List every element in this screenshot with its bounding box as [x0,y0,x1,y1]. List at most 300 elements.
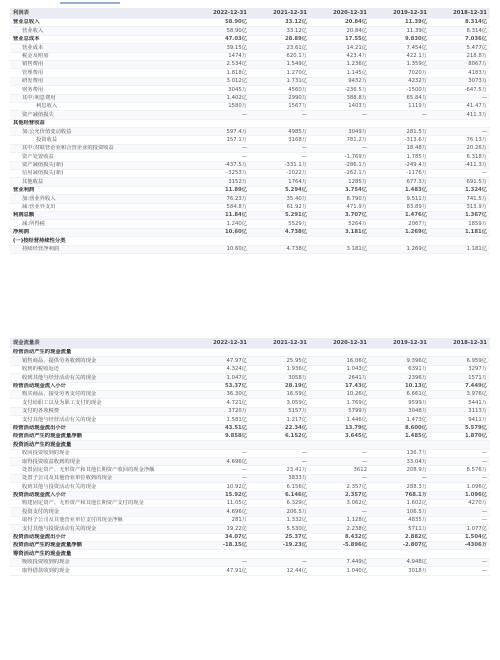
row-value: — [250,458,310,466]
row-value: -3253万 [190,170,250,178]
row-value: 768.1万 [370,491,430,499]
table-row [10,86,490,94]
row-value [310,441,370,449]
row-value: — [310,111,370,119]
row-value: 9.396亿 [370,357,430,365]
row-value: 39.15亿 [190,44,250,52]
row-value: 1119万 [370,102,430,110]
column-header-date: 2022-12-31 [190,8,250,19]
row-label: 销售费用 [10,60,190,68]
row-value: 1580万 [190,102,250,110]
row-value: -1176万 [370,170,430,178]
row-value: 1474万 [190,52,250,60]
row-value: 6391万 [370,365,430,373]
table-row [10,60,490,68]
row-label: 营业总成本 [10,35,190,43]
row-label: 加:公允价值变动收益 [10,128,190,136]
row-value: 3152万 [190,178,250,186]
row-value: -313.6万 [370,136,430,144]
row-value: 25.37亿 [250,533,310,541]
row-value [310,119,370,127]
row-value: 3833万 [250,474,310,482]
row-value: -249.4万 [370,161,430,169]
row-label: 取得投资收益收到的现金 [10,458,190,466]
row-value: — [430,449,490,457]
row-value: 12.44亿 [250,567,310,575]
row-value: 6.318万 [430,153,490,161]
row-value: 10.60亿 [190,228,250,236]
row-value: 4.324亿 [190,365,250,373]
row-value: — [190,558,250,566]
row-value: -262.1万 [310,170,370,178]
row-value: 76.23万 [190,195,250,203]
row-value: 5264万 [310,220,370,228]
row-value: 584.8万 [190,203,250,211]
row-value: 4.948亿 [370,558,430,566]
row-value [190,550,250,558]
row-value: 1.270亿 [250,69,310,77]
row-value: 1.040亿 [310,567,370,575]
row-value: 11.84亿 [190,211,250,219]
table-row [10,102,490,110]
row-value: 1.324亿 [430,186,490,194]
row-value: 218.8万 [430,52,490,60]
income-body [10,19,490,254]
row-value: 1.332亿 [250,516,310,524]
row-value: 11.39亿 [370,19,430,27]
row-value: 10.92亿 [190,483,250,491]
row-value: 4560万 [250,86,310,94]
income-header-row [10,8,490,19]
row-value: 288.3万 [370,483,430,491]
row-value [370,119,430,127]
row-value: 3.059亿 [250,399,310,407]
row-label: 资产处置收益 [10,153,190,161]
column-header-date: 2019-12-31 [370,338,430,349]
row-label: 取得子公司及其他营业单位支付的现金净额 [10,516,190,524]
row-value: 741.5万 [430,195,490,203]
row-value: -2.807亿 [370,541,430,549]
row-value: 5.530亿 [250,525,310,533]
row-label: 收到其他与经营活动有关的现金 [10,374,190,382]
row-value: 1.769亿 [310,399,370,407]
row-value: 3.012亿 [190,77,250,85]
row-value: 313.9万 [430,203,490,211]
table-row [10,245,490,253]
row-value [250,550,310,558]
row-value: 11.05亿 [190,500,250,508]
row-value: 7.036亿 [430,35,490,43]
table-row [10,424,490,432]
row-label: 收到的税收返还 [10,365,190,373]
row-label: 经营活动现金流出小计 [10,424,190,432]
row-value: 47.91亿 [190,567,250,575]
row-value: 281.5万 [370,128,430,136]
row-value: — [370,111,430,119]
row-label: 资产减值损失(新) [10,161,190,169]
cashflow-header-row [10,338,490,349]
row-value: -4306万 [430,541,490,549]
row-value: 1.181亿 [430,228,490,236]
column-header-date: 2018-12-31 [430,8,490,19]
row-value: — [250,449,310,457]
row-value [250,237,310,245]
row-value: 1571万 [430,374,490,382]
row-label: 支付的各项税费 [10,407,190,415]
row-value: 33.04万 [370,458,430,466]
row-value: 2990万 [250,94,310,102]
row-label: 经营活动产生的现金流量 [10,349,190,357]
row-value: 61.92万 [250,203,310,211]
row-label: 支付其他与经营活动有关的现金 [10,416,190,424]
table-row [10,94,490,102]
row-value: 2.357亿 [310,483,370,491]
table-row [10,533,490,541]
row-value: -1500万 [370,86,430,94]
row-value: 3018万 [370,567,430,575]
row-value: 83.89万 [370,203,430,211]
row-value: 33.12亿 [250,27,310,35]
row-value [370,237,430,245]
row-value: 4.738亿 [250,245,310,253]
table-row [10,203,490,211]
row-value: 1.359亿 [370,60,430,68]
row-value: -286.1万 [310,161,370,169]
row-value: 5.579亿 [430,424,490,432]
row-value: 7.449亿 [430,382,490,390]
row-value: 1403万 [310,102,370,110]
row-value [370,550,430,558]
row-label: 加:营业外收入 [10,195,190,203]
table-row [10,69,490,77]
row-value: 106.5万 [370,508,430,516]
row-value [430,550,490,558]
table-row [10,178,490,186]
row-value: 3.976亿 [430,390,490,398]
row-label: 销售商品、提供劳务收到的现金 [10,357,190,365]
row-value [430,119,490,127]
column-header-date: 2021-12-31 [250,8,310,19]
row-value: 2.882亿 [370,533,430,541]
row-value: 4.696亿 [190,458,250,466]
row-value [250,441,310,449]
row-value: 15.92亿 [190,491,250,499]
row-label: 营业总收入 [10,19,190,27]
row-label: 购买商品、接受劳务支付的现金 [10,390,190,398]
row-value: 20.26万 [430,144,490,152]
row-label: 营业利润 [10,186,190,194]
table-row [10,349,490,357]
row-value: 5529万 [250,220,310,228]
row-value [310,237,370,245]
row-value: — [430,94,490,102]
row-value: 6.152亿 [250,432,310,440]
row-value: 47.97亿 [190,357,250,365]
row-value [430,349,490,357]
row-value: 1.240亿 [190,220,250,228]
row-value: 1.785万 [370,153,430,161]
row-label: 投资活动产生的现金流量净额 [10,541,190,549]
row-value: — [250,558,310,566]
row-value: 5441万 [430,399,490,407]
row-value: 58.90亿 [190,27,250,35]
row-value: 4.721亿 [190,399,250,407]
row-value: 23.41万 [250,466,310,474]
row-label: 其中:利息费用 [10,94,190,102]
row-value [190,119,250,127]
row-value: 76.13万 [430,136,490,144]
row-value: 16.59亿 [250,390,310,398]
row-label: 研发费用 [10,77,190,85]
row-value: — [430,558,490,566]
row-value: 1.581亿 [190,416,250,424]
row-value: 9432万 [310,77,370,85]
row-value [370,441,430,449]
table-row [10,416,490,424]
table-row [10,441,490,449]
row-label: 减:营业外支出 [10,203,190,211]
row-value: 3.062亿 [310,500,370,508]
table-row [10,541,490,549]
row-value: -437.5万 [190,161,250,169]
row-value: 8067万 [430,60,490,68]
table-row [10,186,490,194]
row-value: 9.858亿 [190,432,250,440]
row-label: 购建固定资产、无形资产和其他长期资产支付的现金 [10,500,190,508]
table-row [10,390,490,398]
row-label: 利润总额 [10,211,190,219]
table-row [10,382,490,390]
row-value: 1.145亿 [310,69,370,77]
row-label: 减:所得税 [10,220,190,228]
row-value: — [190,466,250,474]
table-row [10,153,490,161]
row-value: 8.600亿 [370,424,430,432]
row-value [310,349,370,357]
row-value: 3113万 [430,407,490,415]
row-value: 33.12亿 [250,19,310,27]
row-value: — [310,508,370,516]
row-value: 3168万 [250,136,310,144]
row-value: 23.61亿 [250,44,310,52]
table-row [10,357,490,365]
row-value: 28.19亿 [250,382,310,390]
row-value: 17.55亿 [310,35,370,43]
row-label: 处置固定资产、无形资产和其他长期资产收回的现金净额 [10,466,190,474]
row-value: 3048万 [370,407,430,415]
row-label: 投资支付的现金 [10,508,190,516]
row-value: 58.90亿 [190,19,250,27]
table-row [10,220,490,228]
row-label: 管理费用 [10,69,190,77]
row-value: 5711万 [370,525,430,533]
table-row [10,407,490,415]
row-value: 7.454亿 [370,44,430,52]
row-value: 10.26亿 [310,390,370,398]
row-value: 1.128亿 [310,516,370,524]
row-value: 16.06亿 [310,357,370,365]
row-value: 5.291亿 [250,211,310,219]
column-header-date: 2020-12-31 [310,338,370,349]
row-value: 5157万 [250,407,310,415]
table-row [10,27,490,35]
row-value: — [310,144,370,152]
row-value: 9.511万 [370,195,430,203]
row-value: 9411万 [430,416,490,424]
row-label: 投资活动产生的现金流量 [10,441,190,449]
row-value [190,349,250,357]
row-value: — [190,449,250,457]
row-value: — [250,153,310,161]
row-value: 8.314亿 [430,19,490,27]
row-value: — [430,458,490,466]
row-value: 11.89亿 [190,186,250,194]
row-value: 6.661亿 [370,390,430,398]
row-value: 1.936亿 [250,365,310,373]
table-row [10,474,490,482]
row-value: -331.1万 [250,161,310,169]
row-value: 3.181亿 [310,228,370,236]
row-value: 422.1万 [370,52,430,60]
row-value: 1859万 [430,220,490,228]
row-value: 1.096亿 [430,491,490,499]
row-label: 投资活动现金流出小计 [10,533,190,541]
row-value: 2.238亿 [310,525,370,533]
row-value: 3.707亿 [310,211,370,219]
row-value: 25.95亿 [250,357,310,365]
table-row [10,374,490,382]
table-row [10,211,490,219]
row-value: 36.30亿 [190,390,250,398]
table-row [10,19,490,27]
row-value: 7.449亿 [310,558,370,566]
row-value: 2641万 [310,374,370,382]
row-value: 4183万 [430,69,490,77]
row-value: 3073万 [430,77,490,85]
row-value: -411.3万 [430,161,490,169]
row-value: 1.077亿 [430,525,490,533]
row-value: 620.1万 [250,52,310,60]
row-value: 3297万 [430,365,490,373]
tab-indicator [60,2,120,4]
row-value: 1.367亿 [430,211,490,219]
row-value: 2067万 [370,220,430,228]
row-value: 2.357亿 [310,491,370,499]
table-row [10,228,490,236]
row-value: 8.314亿 [430,27,490,35]
table-row [10,144,490,152]
row-value: 1.473亿 [370,416,430,424]
row-value: 4232万 [370,77,430,85]
row-value: 1.485亿 [370,432,430,440]
row-value: 34.07亿 [190,533,250,541]
table-row [10,365,490,373]
row-value: 20.84亿 [310,27,370,35]
row-value: 1.602亿 [370,500,430,508]
row-value [190,441,250,449]
row-value: 10.13亿 [370,382,430,390]
row-value [250,119,310,127]
row-value: 9.830亿 [370,35,430,43]
table-title: 现金流量表 [10,338,190,349]
row-value: — [430,170,490,178]
row-value: 1.043亿 [310,365,370,373]
table-row [10,466,490,474]
row-value: 3.645亿 [310,432,370,440]
table-row [10,483,490,491]
column-header-date: 2022-12-31 [190,338,250,349]
table-row [10,491,490,499]
row-value: 208.9万 [370,466,430,474]
table-row [10,567,490,575]
row-value [430,237,490,245]
table-row [10,500,490,508]
table-row [10,111,490,119]
row-value [190,237,250,245]
row-value: 1.818亿 [190,69,250,77]
row-value: — [190,111,250,119]
row-value: 8.576万 [430,466,490,474]
row-value: 1.731亿 [250,77,310,85]
row-value: 781.2万 [310,136,370,144]
row-value: 1.483亿 [370,186,430,194]
cashflow-body [10,349,490,576]
row-value: — [190,144,250,152]
row-label: 利息收入 [10,102,190,110]
row-value: 4.696亿 [190,508,250,516]
row-value: 157.1万 [190,136,250,144]
table-row [10,52,490,60]
row-value: 411.3万 [430,111,490,119]
row-value: 10.60亿 [190,245,250,253]
row-value: 5.294亿 [250,186,310,194]
table-row [10,432,490,440]
row-value: -1.769万 [310,153,370,161]
row-label: 经营活动产生的现金流量净额 [10,432,190,440]
row-value: — [430,474,490,482]
row-value: 1.269亿 [370,245,430,253]
table-row [10,516,490,524]
row-label: 经营活动现金流入小计 [10,382,190,390]
row-value: 4985万 [250,128,310,136]
row-value: 19.22亿 [190,525,250,533]
table-row [10,399,490,407]
table-row [10,558,490,566]
row-value: 1.504亿 [430,533,490,541]
row-value: 6.146亿 [250,491,310,499]
column-header-date: 2020-12-31 [310,8,370,19]
row-value: 206.5万 [250,508,310,516]
table-row [10,525,490,533]
table-row [10,77,490,85]
row-value: 3049万 [310,128,370,136]
row-label: 营业收入 [10,27,190,35]
row-value: 1285万 [310,178,370,186]
row-label: 吸收投资收到的现金 [10,558,190,566]
row-value: 3612 [310,466,370,474]
row-value: -18.15亿 [190,541,250,549]
row-value: 3045万 [190,86,250,94]
column-header-date: 2019-12-31 [370,8,430,19]
row-value: 677.3万 [370,178,430,186]
row-value: 6.156亿 [250,483,310,491]
row-value: 1.236亿 [310,60,370,68]
row-value: 20.84亿 [310,19,370,27]
row-label: 收到其他与投资活动有关的现金 [10,483,190,491]
row-value [310,550,370,558]
column-header-date: 2021-12-31 [250,338,310,349]
row-value: 1.047亿 [190,374,250,382]
